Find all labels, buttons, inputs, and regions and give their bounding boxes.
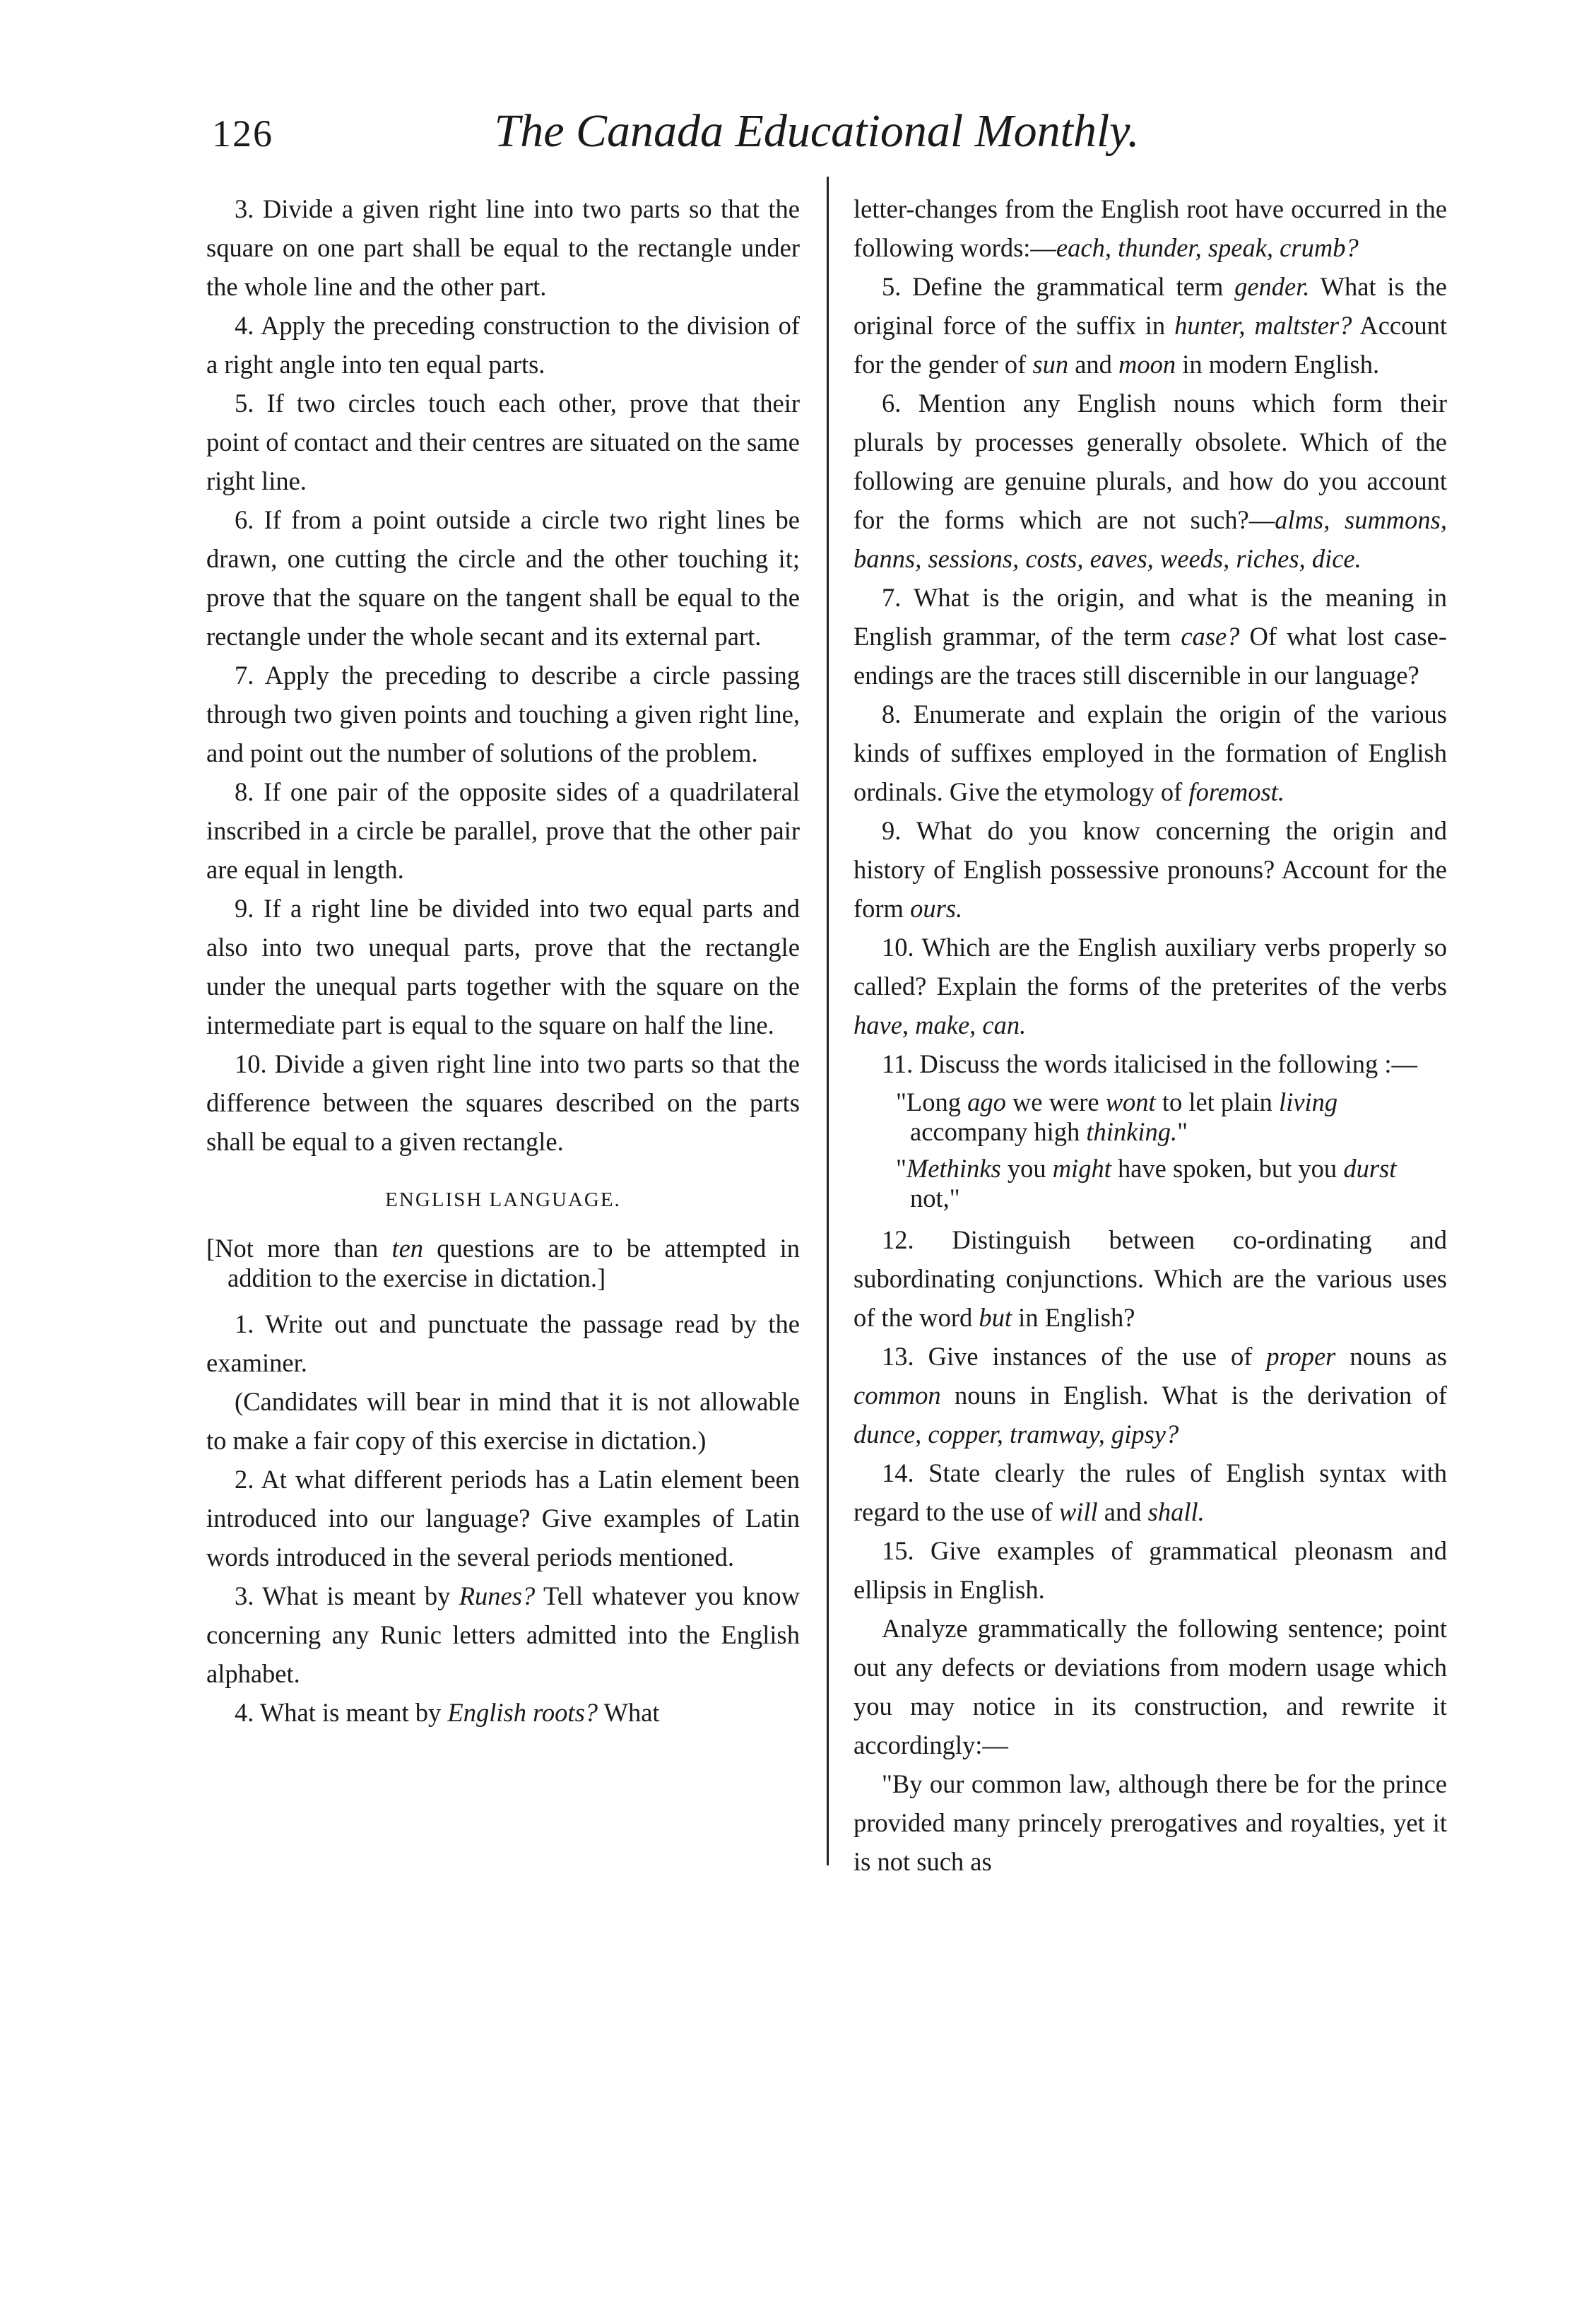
quote1-emphasis-2: wont	[1105, 1087, 1156, 1116]
q13-text-b: nouns as	[1335, 1342, 1447, 1371]
exam-instruction-note	[206, 1234, 800, 1293]
english-question-10	[854, 928, 1447, 1044]
q7-text-a: 7. What is the origin, and what is the meaning in English grammar, of the term	[854, 583, 1447, 651]
q14-text-a: 14. State clearly the rules of English syntax with regard to the use of	[854, 1458, 1447, 1526]
q5-text-e: in modern English.	[1176, 350, 1380, 379]
english-question-14	[854, 1453, 1447, 1531]
english-question-12	[854, 1220, 1447, 1337]
geometry-question-10: 10. Divide a given right line into two parts so that the difference between the squares described on the parts shall be equal to a given rectangle.	[206, 1049, 800, 1156]
english-question-1: 1. Write out and punctuate the passage read by the examiner.	[206, 1309, 800, 1377]
page-number: 126	[212, 112, 273, 155]
q4-text-b: What	[598, 1698, 660, 1727]
quote2-text-d: not,"	[910, 1184, 960, 1213]
q3-emphasis: Runes?	[459, 1581, 536, 1610]
quote2-text-b: you	[1000, 1154, 1053, 1183]
quote1-emphasis-4: thinking.	[1086, 1117, 1178, 1146]
q12-emphasis: but	[979, 1303, 1012, 1332]
q14-emphasis-1: will	[1058, 1497, 1098, 1526]
left-column	[206, 189, 800, 1732]
english-question-4-continued	[854, 189, 1447, 267]
q8-text: 8. Enumerate and explain the origin of the various kinds of suffixes employed in the formation of English ordinals. Give the etymology of	[854, 700, 1447, 806]
quote2-text-a: "	[896, 1154, 906, 1183]
column-divider	[827, 177, 829, 1865]
q4-emphasis: English roots?	[447, 1698, 598, 1727]
q3-text-b: Tell whatever you know concerning any Runic letters admitted into the English alphabet.	[206, 1581, 800, 1688]
q5-text-c: Account for the gender of	[854, 311, 1447, 379]
q5-emphasis-1: gender.	[1234, 272, 1310, 301]
english-question-6	[854, 384, 1447, 578]
quotation-2	[854, 1154, 1447, 1213]
note-emphasis: ten	[391, 1234, 424, 1263]
q12-text-a: 12. Distinguish between co-ordinating and subordinating conjunctions. Which are the various uses of the word	[854, 1225, 1447, 1332]
q7-text-b: Of what lost case-endings are the traces still discernible in our language?	[854, 622, 1447, 690]
q13-text-c: nouns in English. What is the derivation of	[940, 1381, 1447, 1410]
q14-text-b: and	[1097, 1497, 1148, 1526]
q4c-emphasis: each, thunder, speak, crumb?	[1056, 233, 1359, 262]
quote2-text-c: have spoken, but you	[1111, 1154, 1344, 1183]
q13-text-a: 13. Give instances of the use of	[882, 1342, 1267, 1371]
quote2-emphasis-2: might	[1052, 1154, 1111, 1183]
right-column	[854, 189, 1447, 1881]
q6-emphasis: alms, summons, banns, sessions, costs, eaves, weeds, riches, dice.	[854, 505, 1447, 573]
q13-emphasis-1: proper	[1266, 1342, 1336, 1371]
running-title: The Canada Educational Monthly.	[494, 105, 1140, 157]
quote1-text-d: accompany high	[910, 1117, 1087, 1146]
english-question-15: 15. Give examples of grammatical pleonasm and ellipsis in English.	[854, 1536, 1447, 1604]
geometry-question-6: 6. If from a point outside a circle two right lines be drawn, one cutting the circle and the other touching it; prove that the square on the tangent shall be equal to the rectangle under the whole secant and its external part.	[206, 505, 800, 651]
q4-text-a: 4. What is meant by	[235, 1698, 448, 1727]
quote2-emphasis-1: Methinks	[906, 1154, 1001, 1183]
law-passage: "By our common law, although there be for the prince provided many princely prerogatives and royalties, yet it is not such as	[854, 1769, 1447, 1876]
q7-emphasis: case?	[1181, 622, 1240, 651]
q8-emphasis: foremost.	[1188, 777, 1284, 806]
q13-emphasis-2: common	[854, 1381, 941, 1410]
section-heading-english: ENGLISH LANGUAGE.	[385, 1188, 621, 1211]
q6-text: 6. Mention any English nouns which form their plurals by processes generally obsolete. Which of the following are genuine plurals, and how do you account for the forms which are not such?—	[854, 389, 1447, 534]
english-question-9	[854, 811, 1447, 928]
geometry-question-4: 4. Apply the preceding construction to the division of a right angle into ten equal parts.	[206, 311, 800, 379]
geometry-question-8: 8. If one pair of the opposite sides of a quadrilateral inscribed in a circle be parallel, prove that the other pair are equal in length.	[206, 777, 800, 884]
q10-emphasis: have, make, can.	[854, 1010, 1027, 1039]
english-question-8	[854, 695, 1447, 811]
quote1-text-e: "	[1177, 1117, 1188, 1146]
english-question-13	[854, 1337, 1447, 1453]
q5-text-b: What is the original force of the suffix in	[854, 272, 1447, 340]
english-question-5	[854, 267, 1447, 384]
english-question-2: 2. At what different periods has a Latin element been introduced into our language? Give examples of Latin words introduced in the several periods mentioned.	[206, 1465, 800, 1571]
english-question-7	[854, 578, 1447, 695]
q9-emphasis: ours.	[910, 894, 963, 923]
quote1-text-b: we were	[1005, 1087, 1106, 1116]
geometry-question-7: 7. Apply the preceding to describe a circle passing through two given points and touching a given right line, and point out the number of solutions of the problem.	[206, 661, 800, 767]
analysis-instruction: Analyze grammatically the following sentence; point out any defects or deviations from modern usage which you may notice in its construction, and rewrite it accordingly:—	[854, 1614, 1447, 1759]
quote1-emphasis-3: living	[1279, 1087, 1338, 1116]
quote2-emphasis-3: durst	[1343, 1154, 1397, 1183]
q5-text-a: 5. Define the grammatical term	[882, 272, 1235, 301]
note-text-a: [Not more than	[206, 1234, 392, 1263]
quote1-emphasis-1: ago	[967, 1087, 1006, 1116]
note-text-b: questions are to be attempted in addition to the exercise in dictation.]	[228, 1234, 800, 1292]
q5-emphasis-3: sun	[1032, 350, 1069, 379]
q5-text-d: and	[1068, 350, 1119, 379]
english-question-4	[206, 1693, 800, 1732]
q5-emphasis-2: hunter, maltster?	[1174, 311, 1352, 340]
q3-text-a: 3. What is meant by	[235, 1581, 459, 1610]
quote1-text-a: "Long	[896, 1087, 968, 1116]
q9-text: 9. What do you know concerning the origin and history of English possessive pronouns? Account for the form	[854, 816, 1447, 923]
english-question-3	[206, 1576, 800, 1693]
english-question-11: 11. Discuss the words italicised in the following :—	[882, 1049, 1417, 1078]
q13-emphasis-3: dunce, copper, tramway, gipsy?	[854, 1420, 1179, 1449]
geometry-question-5: 5. If two circles touch each other, prove that their point of contact and their centres are situated on the same right line.	[206, 389, 800, 495]
q10-text: 10. Which are the English auxiliary verbs properly so called? Explain the forms of the preterites of the verbs	[854, 933, 1447, 1001]
q4c-text: letter-changes from the English root have occurred in the following words:—	[854, 194, 1447, 262]
q14-emphasis-2: shall.	[1147, 1497, 1205, 1526]
geometry-question-3: 3. Divide a given right line into two parts so that the square on one part shall be equal to the rectangle under the whole line and the other part.	[206, 194, 800, 301]
q5-emphasis-4: moon	[1118, 350, 1176, 379]
english-question-1-note: (Candidates will bear in mind that it is not allowable to make a fair copy of this exercise in dictation.)	[206, 1387, 800, 1455]
quote1-text-c: to let plain	[1155, 1087, 1280, 1116]
q12-text-b: in English?	[1012, 1303, 1135, 1332]
geometry-question-9: 9. If a right line be divided into two equal parts and also into two unequal parts, prove that the rectangle under the unequal parts together with the square on the intermediate part is equal to the square on half the line.	[206, 894, 800, 1039]
quotation-1	[854, 1087, 1447, 1147]
